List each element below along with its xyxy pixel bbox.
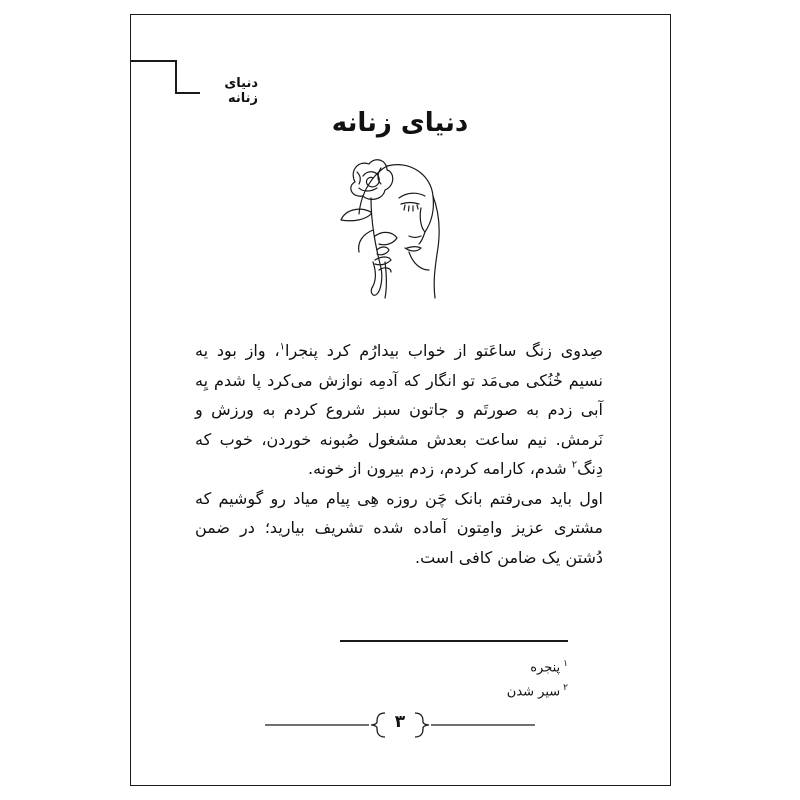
footnote-1 [340, 652, 568, 676]
paragraph-1-part-a: صِدوی زنگ ساعَتو از خواب بیدارُم کرد پنجرا [285, 341, 603, 360]
woman-rose-illustration-icon [325, 152, 455, 300]
body-text [195, 336, 603, 572]
page-number: ۳ [394, 712, 406, 732]
page-number-ornament [265, 708, 535, 742]
header-rule-vertical [130, 60, 176, 62]
header-rule-corner [175, 60, 177, 93]
running-header: دنیای زنانه [224, 76, 258, 106]
footnote-divider [340, 640, 568, 642]
footnote-1-number: ۱ [563, 659, 568, 669]
paragraph-1 [195, 336, 603, 484]
paragraph-1-part-b: ، واز بود یه نسیم خُنُکی می‌مَد تو انگار که آدمِه نوازش می‌کرد پا شدم یِه آبی زدم به صورتَم و جاتون سبز شروع کردم به ورزش و نَرمش. نیم ساعت بعدش مشغول صُبونه خوردن، خوب که دِنگ [195, 341, 603, 478]
footnote-2-text: سیر شدن [506, 684, 561, 700]
footnote-2-number: ۲ [563, 683, 568, 693]
footnotes [340, 652, 568, 700]
footnote-ref-2[interactable]: ۲ [571, 459, 578, 471]
header-rule-horizontal [175, 92, 200, 94]
footnote-ref-1[interactable]: ۱ [279, 341, 286, 353]
footnote-2 [340, 676, 568, 700]
chapter-title: دنیای زنانه [331, 108, 469, 138]
paragraph-2: اول باید می‌رفتم بانک چَن روزه هِی پیام میاد رو گوشیم که مشتری عزیز وامِتون آماده شده تشریف بیارید؛ در ضمن دُشتن یک ضامن کافی است. [195, 488, 603, 567]
footnote-1-text: پنجره [530, 660, 561, 676]
paragraph-1-part-c: شدم، کارامه کردم، زدم بیرون از خونه. [308, 459, 572, 478]
